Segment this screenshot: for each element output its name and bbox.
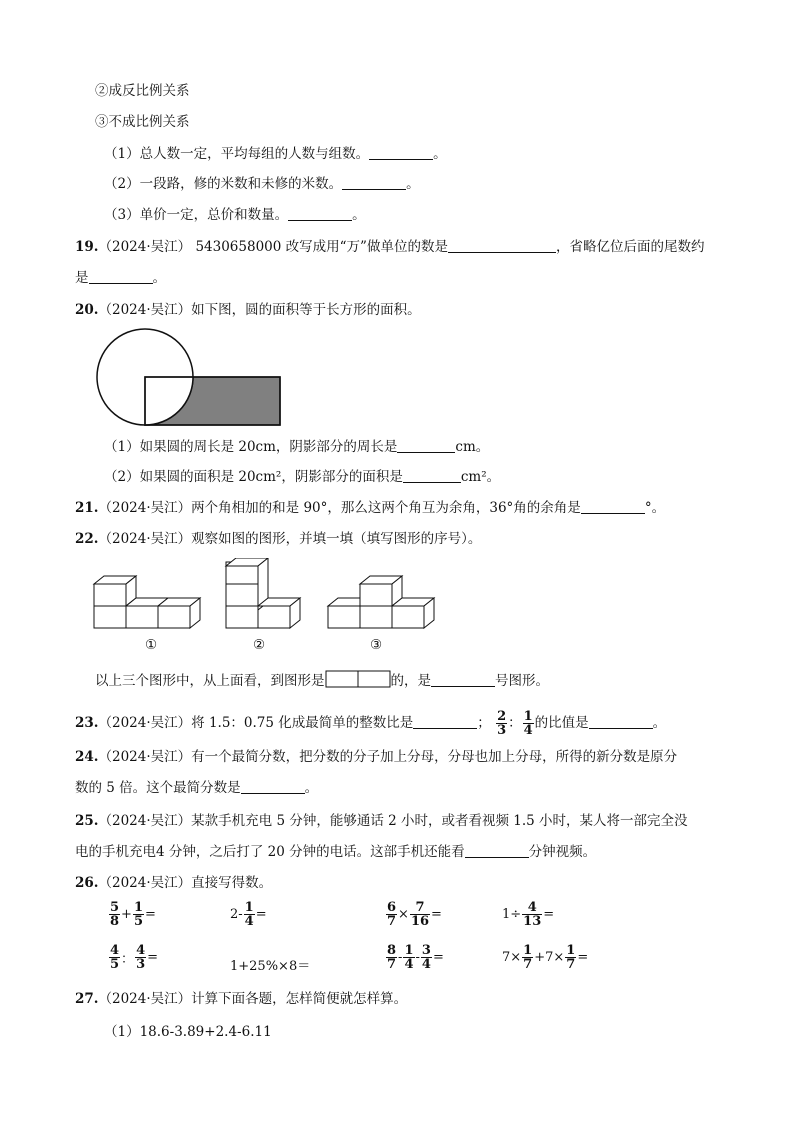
answer-blank[interactable]: [581, 499, 645, 514]
answer-blank[interactable]: [589, 714, 653, 729]
calc-item-2: 2- $\frac{1}{4}$ =: [230, 900, 267, 929]
circle-rectangle-figure: [92, 328, 288, 432]
answer-blank[interactable]: [397, 438, 455, 453]
question-24-cont: 数的 5 倍。这个最简分数是 。: [75, 780, 319, 796]
question-27: 27.（2024·吴江）计算下面各题，怎样简便就怎样算。: [75, 991, 408, 1007]
answer-blank[interactable]: [465, 843, 529, 858]
figure-label-1: ①: [145, 637, 158, 653]
option-3: ③不成比例关系: [95, 114, 190, 130]
q20-part2: （2）如果圆的面积是 20cm²，阴影部分的面积是 cm²。: [104, 469, 501, 485]
answer-blank[interactable]: [241, 779, 305, 794]
figure-label-3: ③: [370, 637, 383, 653]
q18-part1: （1）总人数一定，平均每组的人数与组数。 。: [104, 146, 447, 162]
question-22: 22.（2024·吴江）观察如图的图形，并填一填（填写图形的序号）。: [75, 531, 482, 547]
answer-blank[interactable]: [369, 145, 433, 160]
calc-item-7: $\frac{8}{7}$ - $\frac{1}{4}$ - $\frac{3}{4}$ =: [387, 943, 444, 972]
question-23: 23.（2024·吴江）将 1.5：0.75 化成最简单的整数比是 ； $\frac{2}{3}$ ： $\frac{1}{4}$ 的比值是 。: [75, 709, 667, 738]
q20-part1: （1）如果圆的周长是 20cm，阴影部分的周长是 cm。: [104, 439, 490, 455]
question-25-cont: 电的手机充电4 分钟，之后打了 20 分钟的电话。这部手机还能看 分钟视频。: [75, 844, 597, 860]
answer-blank[interactable]: [288, 206, 352, 221]
cube-figures: [90, 558, 440, 636]
question-20: 20.（2024·吴江）如下图，圆的面积等于长方形的面积。: [75, 302, 421, 318]
question-21: 21.（2024·吴江）两个角相加的和是 90°，那么这两个角互为余角，36°角的余角是 °。: [75, 500, 666, 516]
calc-item-8: 7× $\frac{1}{7}$ +7× $\frac{1}{7}$ =: [502, 943, 589, 972]
q18-part2: （2）一段路，修的米数和未修的米数。 。: [104, 176, 420, 192]
calc-item-4: 1÷ $\frac{4}{13}$ =: [502, 900, 555, 929]
calc-item-1: $\frac{5}{8}$ + $\frac{1}{5}$ =: [110, 900, 156, 929]
question-25: 25.（2024·吴江）某款手机充电 5 分钟，能够通话 2 小时，或者看视频 1.5 小时，某人将一部完全没: [75, 813, 688, 829]
question-26: 26.（2024·吴江）直接写得数。: [75, 875, 273, 891]
calc-item-5: $\frac{4}{5}$ ： $\frac{4}{3}$ =: [110, 943, 159, 972]
answer-blank[interactable]: [403, 468, 461, 483]
option-2: ②成反比例关系: [95, 83, 190, 99]
calc-item-3: $\frac{6}{7}$ × $\frac{7}{16}$ =: [387, 900, 442, 929]
q27-part1: （1）18.6-3.89+2.4-6.11: [104, 1024, 272, 1040]
answer-blank[interactable]: [431, 672, 495, 687]
answer-blank[interactable]: [342, 175, 406, 190]
answer-blank[interactable]: [413, 714, 477, 729]
calc-item-6: 1+25%×8＝: [230, 959, 311, 974]
figure-label-2: ②: [253, 637, 266, 653]
q18-part3: （3）单价一定，总价和数量。 。: [104, 207, 366, 223]
answer-blank[interactable]: [89, 269, 153, 284]
question-19: 19.（2024·吴江） 5430658000 改写成用“万”做单位的数是 ，省略亿位后面的尾数约: [75, 239, 705, 255]
question-24: 24.（2024·吴江）有一个最简分数，把分数的分子加上分母，分母也加上分母，所得的新分数是原分: [75, 749, 678, 765]
q22-statement: 以上三个图形中，从上面看，到图形是 的，是 号图形。: [95, 670, 549, 693]
answer-blank[interactable]: [448, 238, 556, 253]
question-19-cont: 是 。: [75, 270, 166, 286]
top-view-shape-icon: [325, 670, 391, 693]
